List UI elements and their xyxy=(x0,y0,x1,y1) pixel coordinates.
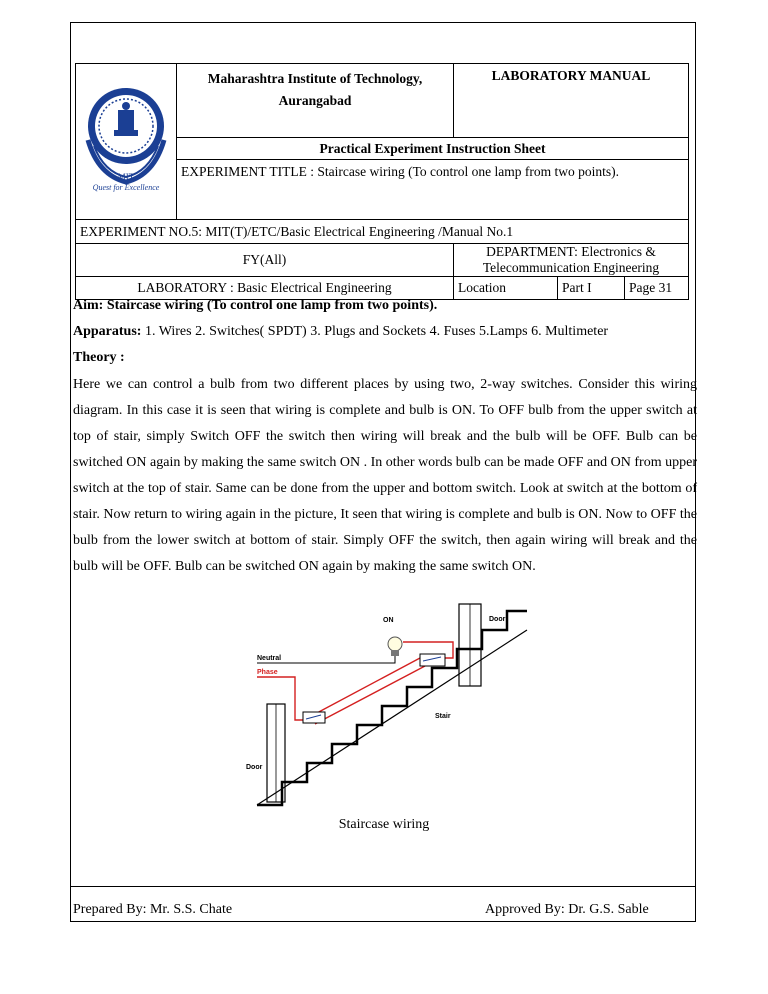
upper-switch xyxy=(420,654,445,666)
location-cell: Location xyxy=(454,277,558,300)
laboratory-cell: LABORATORY : Basic Electrical Engineering xyxy=(76,277,454,300)
theory-paragraph xyxy=(73,372,697,580)
door-bottom-label: Door xyxy=(246,764,263,771)
logo-motto: Quest for Excellence xyxy=(92,182,160,192)
institute-line2: Aurangabad xyxy=(278,93,352,108)
mit-logo xyxy=(78,80,174,200)
apparatus-line xyxy=(73,320,697,343)
experiment-title: EXPERIMENT TITLE : Staircase wiring (To control one lamp from two points). xyxy=(177,160,689,220)
logo-cell xyxy=(76,64,177,220)
page-cell: Page 31 xyxy=(625,277,689,300)
theory-label-line xyxy=(73,346,697,369)
part-cell: Part I xyxy=(558,277,625,300)
phase-wire xyxy=(257,677,310,720)
phase-label: Phase xyxy=(257,669,278,676)
apparatus-text: 1. Wires 2. Switches( SPDT) 3. Plugs and Sockets 4. Fuses 5.Lamps 6. Multimeter xyxy=(141,324,609,339)
theory-label: Theory : xyxy=(73,350,125,365)
stair-slope xyxy=(257,630,527,805)
prepared-by: Prepared By: Mr. S.S. Chate xyxy=(73,902,233,917)
door-top-label: Door xyxy=(489,616,506,623)
traveller-wire-2 xyxy=(315,666,425,724)
stair-label: Stair xyxy=(435,713,451,720)
lower-switch xyxy=(303,712,325,723)
institute-name-cell xyxy=(177,64,454,138)
manual-title: LABORATORY MANUAL xyxy=(454,64,689,138)
on-label: ON xyxy=(383,617,394,624)
logo-caption: MIT xyxy=(117,171,135,182)
bulb-icon xyxy=(388,637,402,651)
approved-by: Approved By: Dr. G.S. Sable xyxy=(485,902,649,917)
staircase-wiring-diagram xyxy=(245,600,535,810)
experiment-no: EXPERIMENT NO.5: MIT(T)/ETC/Basic Electrical Engineering /Manual No.1 xyxy=(76,220,689,244)
footer-divider xyxy=(70,886,696,887)
theory-text: Here we can control a bulb from two different places by using two, 2-way switches. Consider this wiring diagram. In this case it is seen that wiring is complete and bulb is ON. To OFF bulb from the upper switch at top of stair, simply Switch OFF the switch then wiring will break and the bulb will be OFF. Bulb can be switched ON again by making the same switch ON . In other words bulb can be made OFF and ON from upper switch at the top of stair. Same can be done from the upper and bottom switch. Look at switch at the bottom of stair. Now return to wiring again in the picture, It seen that wiring is complete and bulb is ON. Now to OFF the bulb from the lower switch at bottom of stair. Simply OFF the switch, then again wiring will break and the bulb will be OFF. Bulb can be switched ON again by making the same switch ON. xyxy=(73,377,697,574)
sheet-title: Practical Experiment Instruction Sheet xyxy=(177,138,689,160)
header-table xyxy=(75,63,689,300)
aim-line xyxy=(73,294,697,317)
apparatus-label: Apparatus: xyxy=(73,324,142,339)
fy-cell: FY(All) xyxy=(76,244,454,277)
institute-line1: Maharashtra Institute of Technology, xyxy=(207,71,423,86)
aim-text: Aim: Staircase wiring (To control one lamp from two points). xyxy=(73,298,438,313)
neutral-label: Neutral xyxy=(257,655,282,662)
diagram-caption: Staircase wiring xyxy=(338,817,430,832)
department-cell: DEPARTMENT: Electronics & Telecommunication Engineering xyxy=(454,244,689,277)
